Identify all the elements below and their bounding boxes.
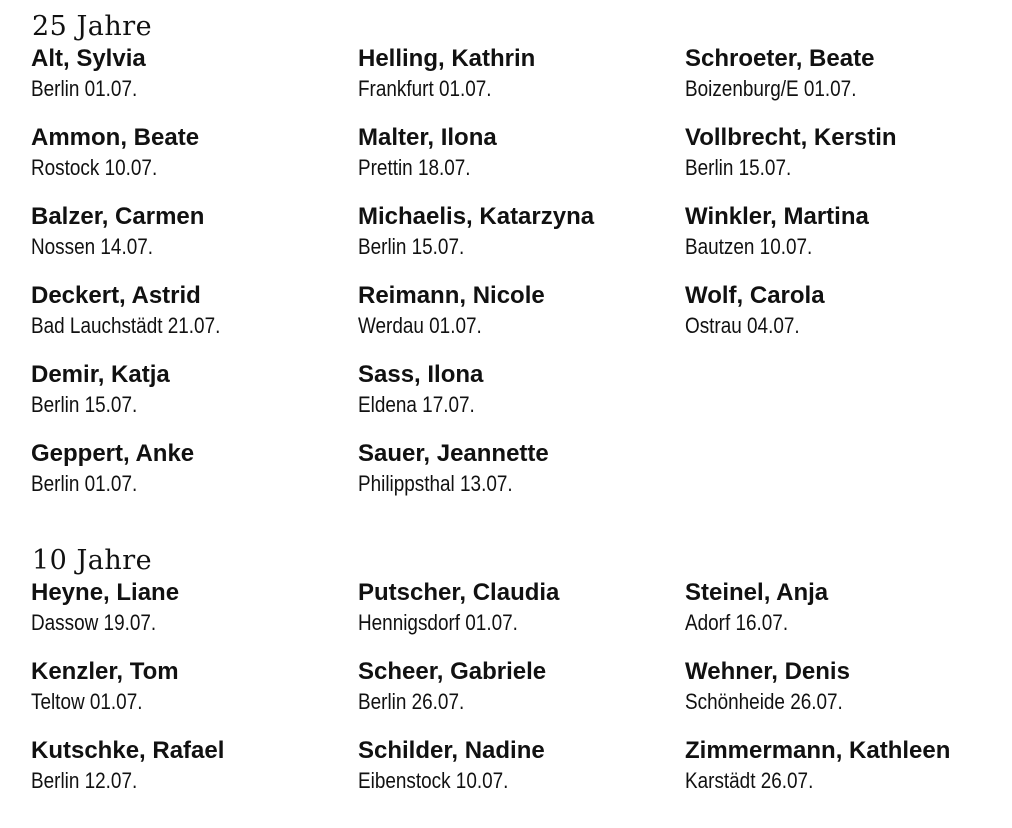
person-name: Geppert, Anke — [31, 440, 195, 467]
column-2 — [358, 578, 685, 815]
person-name: Putscher, Claudia — [358, 579, 560, 606]
person-name: Wolf, Carola — [685, 282, 825, 309]
place-date: Adorf 16.07. — [685, 610, 789, 635]
person-name: Demir, Katja — [31, 361, 170, 388]
list-item — [685, 736, 1012, 815]
list-item — [358, 439, 685, 518]
list-item — [31, 202, 358, 281]
person-name: Balzer, Carmen — [31, 203, 205, 230]
person-name: Heyne, Liane — [31, 579, 180, 606]
list-item — [358, 360, 685, 439]
column-1 — [31, 578, 358, 815]
list-item — [358, 736, 685, 815]
list-item — [31, 44, 358, 123]
place-date: Bad Lauchstädt 21.07. — [31, 313, 221, 338]
person-name: Wehner, Denis — [685, 658, 850, 685]
person-name: Vollbrecht, Kerstin — [685, 124, 897, 151]
list-item — [358, 578, 685, 657]
person-name: Deckert, Astrid — [31, 282, 201, 309]
entries-grid — [31, 44, 991, 518]
person-name: Alt, Sylvia — [31, 45, 146, 72]
place-date: Berlin 15.07. — [685, 155, 792, 180]
list-item — [358, 202, 685, 281]
person-name: Scheer, Gabriele — [358, 658, 547, 685]
person-name: Sass, Ilona — [358, 361, 484, 388]
list-item — [31, 578, 358, 657]
place-date: Prettin 18.07. — [358, 155, 471, 180]
list-item — [685, 44, 1012, 123]
place-date: Eibenstock 10.07. — [358, 768, 509, 793]
place-date: Karstädt 26.07. — [685, 768, 814, 793]
place-date: Berlin 15.07. — [358, 234, 465, 259]
list-item — [358, 281, 685, 360]
column-1 — [31, 44, 358, 518]
person-name: Schilder, Nadine — [358, 737, 545, 764]
column-3 — [685, 578, 1012, 815]
person-name: Ammon, Beate — [31, 124, 200, 151]
place-date: Berlin 15.07. — [31, 392, 138, 417]
place-date: Berlin 01.07. — [31, 471, 138, 496]
list-item — [685, 202, 1012, 281]
place-date: Ostrau 04.07. — [685, 313, 800, 338]
person-name: Steinel, Anja — [685, 579, 829, 606]
list-item — [358, 44, 685, 123]
list-item — [358, 123, 685, 202]
list-item — [31, 123, 358, 202]
place-date: Bautzen 10.07. — [685, 234, 813, 259]
list-item — [31, 736, 358, 815]
place-date: Philippsthal 13.07. — [358, 471, 513, 496]
entries-grid — [31, 578, 991, 815]
section-25-jahre — [31, 10, 991, 518]
place-date: Teltow 01.07. — [31, 689, 143, 714]
list-item — [685, 657, 1012, 736]
section-10-jahre — [31, 544, 991, 815]
section-heading: 25 Jahre — [32, 11, 153, 42]
person-name: Michaelis, Katarzyna — [358, 203, 595, 230]
place-date: Berlin 26.07. — [358, 689, 465, 714]
person-name: Reimann, Nicole — [358, 282, 545, 309]
list-item — [358, 657, 685, 736]
place-date: Berlin 12.07. — [31, 768, 138, 793]
person-name: Helling, Kathrin — [358, 45, 536, 72]
list-item — [31, 439, 358, 518]
place-date: Schönheide 26.07. — [685, 689, 843, 714]
person-name: Winkler, Martina — [685, 203, 869, 230]
place-date: Werdau 01.07. — [358, 313, 482, 338]
place-date: Hennigsdorf 01.07. — [358, 610, 518, 635]
person-name: Malter, Ilona — [358, 124, 497, 151]
place-date: Berlin 01.07. — [31, 76, 138, 101]
column-2 — [358, 44, 685, 518]
person-name: Zimmermann, Kathleen — [685, 737, 951, 764]
column-3 — [685, 44, 1012, 518]
place-date: Rostock 10.07. — [31, 155, 158, 180]
list-item — [31, 281, 358, 360]
list-item — [31, 657, 358, 736]
person-name: Sauer, Jeannette — [358, 440, 549, 467]
person-name: Schroeter, Beate — [685, 45, 875, 72]
place-date: Boizenburg/E 01.07. — [685, 76, 857, 101]
place-date: Nossen 14.07. — [31, 234, 154, 259]
place-date: Frankfurt 01.07. — [358, 76, 492, 101]
list-item — [685, 578, 1012, 657]
person-name: Kenzler, Tom — [31, 658, 179, 685]
list-item — [685, 281, 1012, 360]
section-heading: 10 Jahre — [32, 545, 153, 576]
place-date: Eldena 17.07. — [358, 392, 475, 417]
list-item — [31, 360, 358, 439]
list-item — [685, 123, 1012, 202]
person-name: Kutschke, Rafael — [31, 737, 225, 764]
place-date: Dassow 19.07. — [31, 610, 157, 635]
